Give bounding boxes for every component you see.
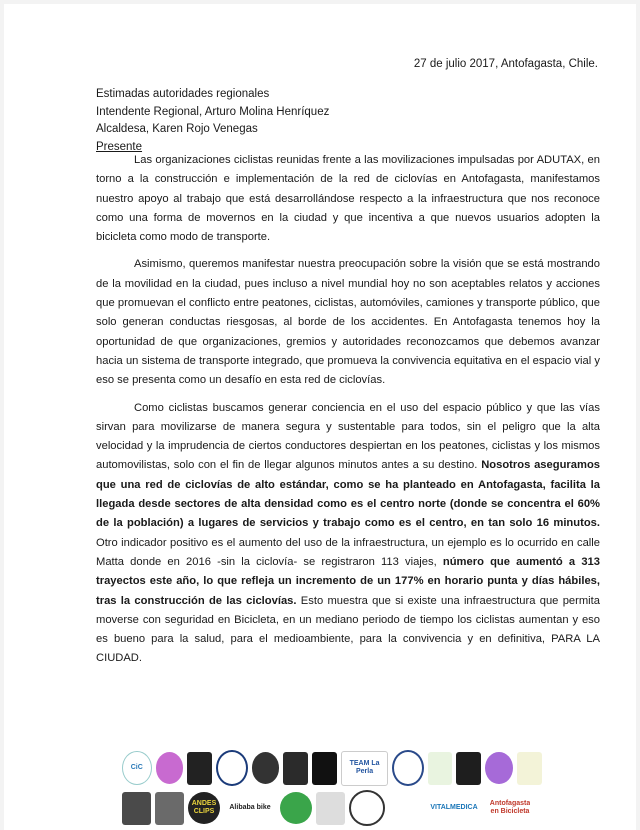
recipient-block (96, 86, 329, 156)
lion-logo (252, 752, 280, 784)
cic-logo: CiC (122, 751, 152, 785)
paragraph-3-text: Como ciclistas buscamos generar conciencia en el uso del espacio público y que las vías sirvan para movilizarse de manera segura y sustentable para todos, sin el peligro que la alta velocidad y la imprudencia de ciertos conductores despiertan en los peatones, ciclistas y los mismos automovilistas, solo con el fin de llegar algunos minutos antes a su destino. (96, 401, 600, 472)
mountain-logo (316, 792, 345, 825)
cyclist-art-logo (517, 752, 542, 785)
red-script-logo (389, 792, 418, 825)
recipient-line: Alcaldesa, Karen Rojo Venegas (96, 123, 258, 135)
bike-photo-logo (155, 792, 184, 825)
alibaba-bike-logo: Alibaba bike (229, 804, 271, 811)
vitalmedica-logo: VITALMEDICA (430, 804, 478, 811)
bike-silhouette-logo (283, 752, 308, 785)
cycling-club-logo (156, 752, 184, 784)
green-logo (428, 752, 453, 785)
green-round-logo (280, 792, 312, 824)
date-line: 27 de julio 2017, Antofagasta, Chile. (413, 58, 598, 70)
club-logo (187, 752, 212, 785)
recipient-line: Estimadas autoridades regionales (96, 88, 270, 100)
recipient-line: Intendente Regional, Arturo Molina Henríquez (96, 105, 330, 118)
paragraph-3-bold: Nosotros aseguramos que una red de ciclovías de alto estándar, como se ha planteado en Antofagasta, facilita la llegada desde sectores de alta densidad como es el centro norte (donde se concentra el 60% de la población) a lugares de servicios y trabajo como es el centro, en tan solo 16 minutos. (96, 459, 600, 530)
presente-label: Presente (96, 140, 143, 153)
logo-row-2 (122, 790, 542, 826)
antofagasta-en-bicicleta-logo: Antofagasta en Bicicleta (490, 800, 530, 815)
paragraph-3-bold: número que aumentó a 313 trayectos este año, lo que refleja un incremento de un 177% en horario punta y días hábiles, tras la construcción de las ciclovías. (96, 555, 600, 607)
paragraph-2: Asimismo, queremos manifestar nuestra preocupación sobre la visión que se está mostrando de la movilidad en la ciudad, pues incluso a nivel mundial hoy no son aceptables relatos y acciones que promuevan el conflicto entre peatones, ciclistas, automóviles, camiones y transporte público, que solo generan conductas riesgosas, al borde de los accidentes. En Antofagasta tenemos hoy la oportunidad de que organizaciones, gremios y autoridades reconozcamos que debemos avanzar hacia un sistema de transporte integrado, que promueva la convivencia equitativa en el espacio vial y eso se presenta como un desafío en esta red de ciclovías. (96, 258, 600, 387)
club-badge-logo (216, 750, 248, 786)
paragraph-1: Las organizaciones ciclistas reunidas frente a las movilizaciones impulsadas por ADUTAX, en torno a la construcción e implementación de la red de ciclovías en Antofagasta, manifestamos nuestro apoyo al trabajo que está desarrollándose respecto a la infraestructura que nos reconoce como una forma de movernos en la ciudad y que incentiva a que nuevos usuarios adopten la bicicleta como modo de transporte. (96, 154, 600, 244)
mtb-logo (122, 792, 151, 825)
purple-logo (485, 752, 513, 784)
paragraph-3 (96, 399, 600, 669)
paragraph-3-text: Otro indicador positivo es el aumento del uso de la infraestructura, un ejemplo es lo ocurrido en calle Matta donde en 2016 -sin la ciclovía- se registraron 113 viajes, (96, 536, 600, 568)
letter-page (4, 4, 636, 830)
letter-body (96, 151, 600, 677)
andes-clips-logo: ANDES CLIPS (188, 792, 220, 824)
badge-logo (349, 790, 385, 826)
logo-row-1 (122, 750, 542, 786)
paragraph-3-text: Esto muestra que si existe una infraestructura que permita moverse con seguridad en Bicicleta, en un mediano periodo de tiempo los ciclistas aumentan y eso es bueno para la salud, para el medioambiente, para la convivencia y en definitiva, PARA LA CIUDAD. (96, 594, 600, 665)
team-la-perla-logo: TEAM La Perla (341, 751, 388, 786)
organization-logos (122, 750, 542, 828)
rider-logo (456, 752, 481, 785)
yellow-emblem-logo (312, 752, 337, 785)
round-crest-logo (392, 750, 424, 786)
